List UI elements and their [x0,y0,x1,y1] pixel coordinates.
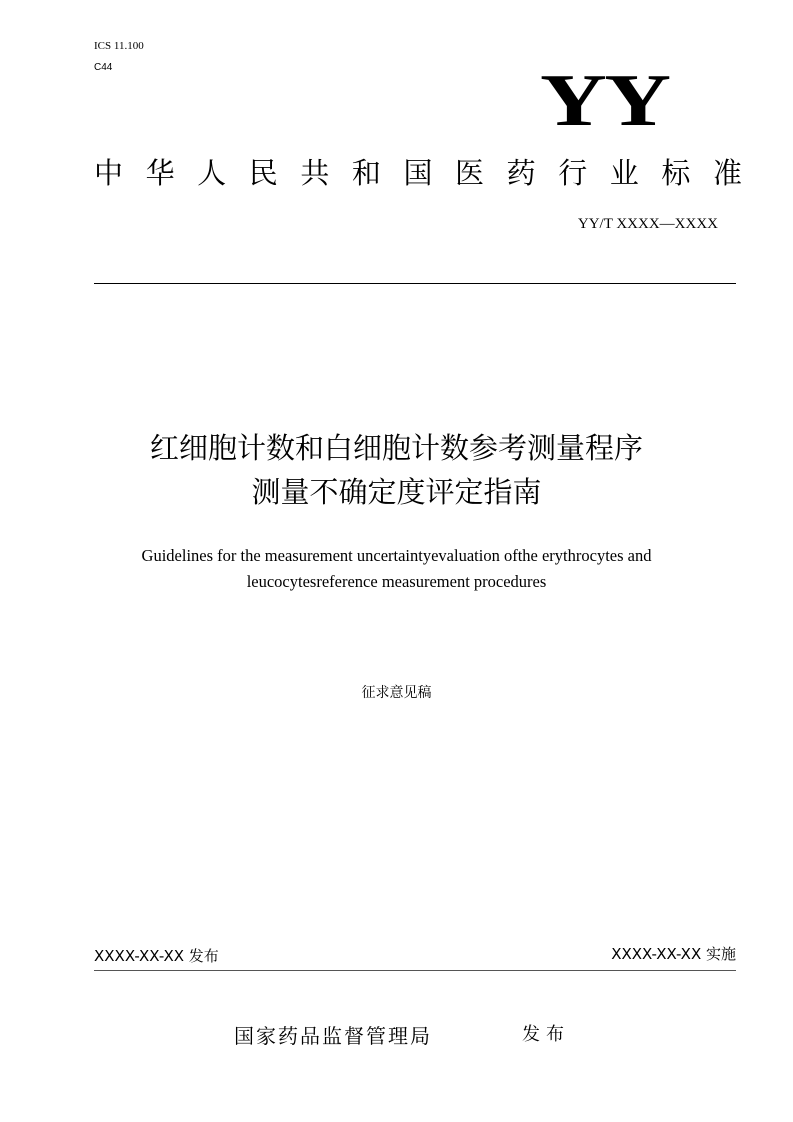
title-char: 民 [248,156,278,190]
title-char: 药 [506,156,536,190]
draft-status: 征求意见稿 [361,685,432,701]
publish-label: 发布 [522,1024,570,1045]
title-char: 准 [712,156,742,190]
title-char: 共 [300,156,330,190]
yy-logo: YY [540,60,669,142]
title-char: 人 [197,156,227,190]
english-title-line-1: Guidelines for the measurement uncertaintyevaluation ofthe erythrocytes and [141,546,652,565]
publisher: 国家药品监督管理局 [234,1024,432,1048]
title-char: 行 [558,156,588,190]
english-title-line-2: leucocytesreference measurement procedures [246,572,547,591]
national-standard-title [94,154,742,192]
title-char: 医 [455,156,485,190]
standard-code: YY/T XXXX—XXXX [577,216,718,232]
title-char: 标 [661,156,691,190]
ics-code: ICS 11.100 [94,40,144,52]
header-divider [94,283,736,284]
title-char: 业 [609,156,639,190]
release-date: XXXX-XX-XX 发布 [94,947,219,965]
title-char: 华 [145,156,175,190]
chinese-title-line-2: 测量不确定度评定指南 [251,475,542,509]
chinese-title-line-1: 红细胞计数和白细胞计数参考测量程序 [149,431,643,465]
ccs-code: C44 [94,62,113,73]
effective-date: XXXX-XX-XX 实施 [611,945,736,963]
title-char: 中 [94,156,124,190]
footer-divider [94,970,736,971]
title-char: 和 [351,156,381,190]
title-char: 国 [403,156,433,190]
